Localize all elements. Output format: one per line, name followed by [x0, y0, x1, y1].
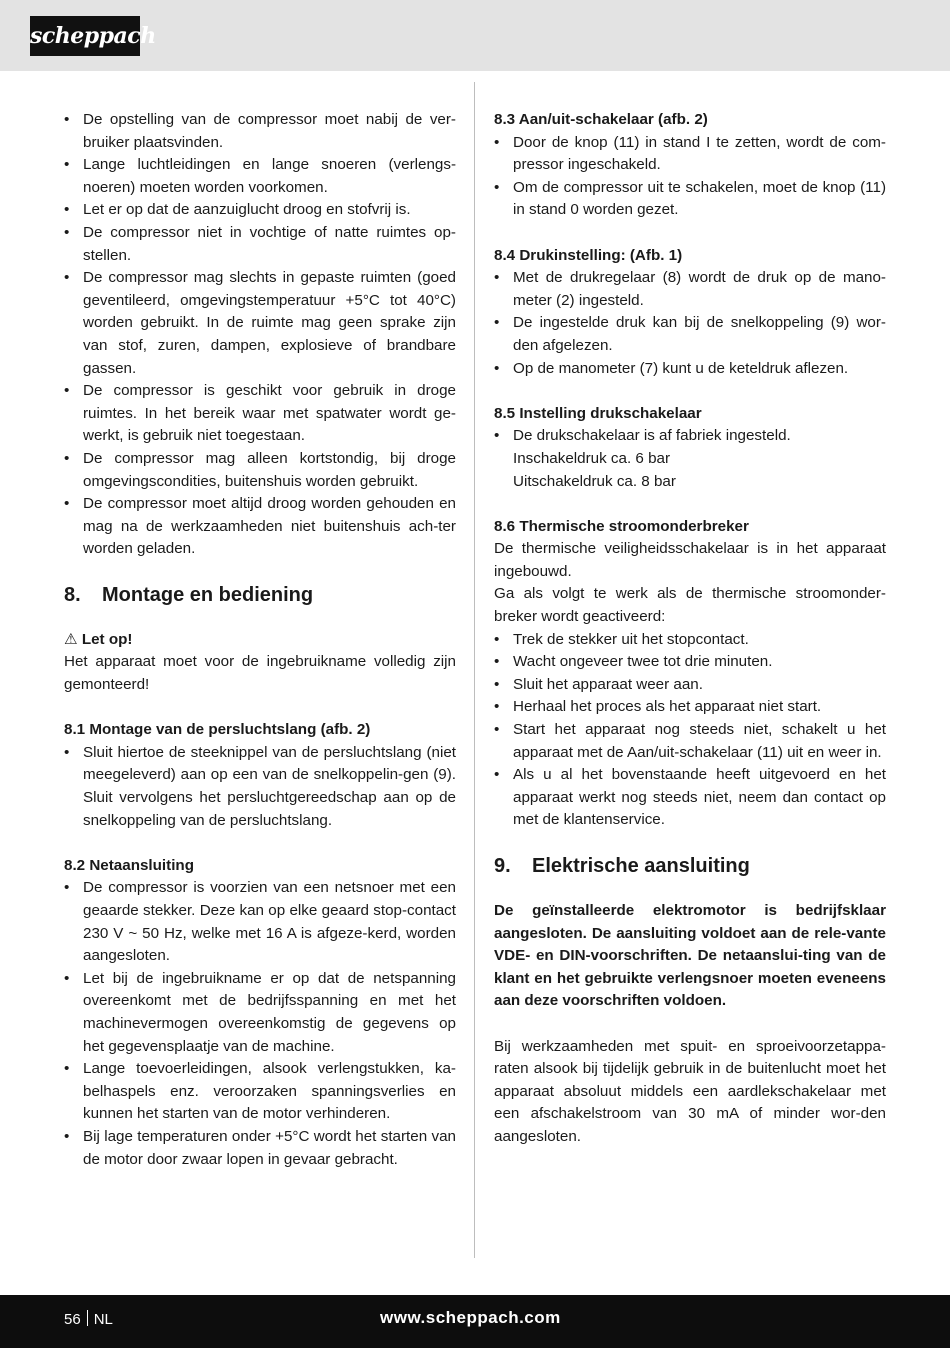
subsection-title: 8.6 Thermische stroomonderbreker [494, 517, 749, 535]
bold-paragraph: De geïnstalleerde elektromotor is bedrijfsklaar aangesloten. De aansluiting voldoet aan de rele-vante VDE- en DIN-voorschriften. De netaanslui-ting van de klant en het gebruikte verlengsnoer moeten eveneens aan deze voorschriften voldoen. [494, 902, 886, 1010]
page-number-block [64, 1310, 113, 1329]
list-item: • Met de drukregelaar (8) wordt de druk op de mano-meter (2) ingesteld. [494, 267, 886, 312]
subsection-title: 8.2 Netaansluiting [64, 856, 194, 874]
website-link[interactable]: www.scheppach.com [380, 1308, 561, 1327]
list-item: • Op de manometer (7) kunt u de keteldruk aflezen. [494, 358, 886, 381]
column-divider [474, 82, 475, 1258]
list-item: • Om de compressor uit te schakelen, moet de knop (11) in stand 0 worden gezet. [494, 177, 886, 222]
list-item: • Start het apparaat nog steeds niet, schakelt u het apparaat met de Aan/uit-schakelaar (11) uit en weer in. [494, 719, 886, 764]
list-item: • Lange toevoerleidingen, alsook verlengstukken, ka-belhaspels enz. veroorzaken spanningsverlies en kunnen het starten van de motor verhinderen. [64, 1058, 456, 1126]
list-item: • Let bij de ingebruikname er op dat de netspanning overeenkomt met de bedrijfsspanning en met het machinevermogen overeenkomstig de gegevens op het gegevensplaatje van de machine. [64, 968, 456, 1058]
list-item: • De compressor is voorzien van een netsnoer met een geaarde stekker. Deze kan op elke geaard stop-contact 230 V ~ 50 Hz, welke met 16 A is afgeze-kerd, worden aangesloten. [64, 877, 456, 967]
page-number: 56 [64, 1311, 81, 1328]
paragraph: Ga als volgt te werk als de thermische stroomonder-breker wordt geactiveerd: [494, 585, 886, 626]
list-item: • Wacht ongeveer twee tot drie minuten. [494, 651, 886, 674]
subsection-title: 8.1 Montage van de persluchtslang (afb. 2) [64, 721, 371, 739]
paragraph: Bij werkzaamheden met spuit- en sproeivoorzetappa-raten alsook bij tijdelijk gebruik in de buitenlucht moet het apparaat absoluut middels een aardlekschakelaar met een afschakelstroom van 30 mA of minder wor-den aangesloten. [494, 1037, 886, 1145]
warning-title: ⚠ Let op! [64, 630, 133, 648]
section-number: 9. [494, 855, 511, 877]
list-item: • De compressor niet in vochtige of natte ruimtes op-stellen. [64, 222, 456, 267]
separator [87, 1310, 88, 1326]
list-item: • De drukschakelaar is af fabriek ingesteld. [494, 425, 886, 448]
list-item: • Als u al het bovenstaande heeft uitgevoerd en het apparaat werkt nog steeds niet, neem dan contact op met de klantenservice. [494, 764, 886, 832]
section-number: 8. [64, 583, 81, 606]
list-item: • De opstelling van de compressor moet nabij de ver-bruiker plaatsvinden. [64, 109, 456, 154]
subsection-title: 8.3 Aan/uit-schakelaar (afb. 2) [494, 111, 708, 128]
page-header [0, 0, 950, 71]
list-item: • De compressor mag alleen kortstondig, bij droge omgevingscondities, buitenshuis worden gebruikt. [64, 448, 456, 493]
warning-text: Het apparaat moet voor de ingebruikname volledig zijn gemonteerd! [64, 653, 456, 694]
subsection-title: 8.4 Drukinstelling: (Afb. 1) [494, 246, 683, 264]
list-item: • Bij lage temperaturen onder +5°C wordt het starten van de motor door zwaar lopen in gevaar gebracht. [64, 1126, 456, 1171]
list-item: • Sluit hiertoe de steeknippel van de persluchtslang (niet meegeleverd) aan op een van de snelkoppelin-gen (9). Sluit vervolgens het persluchtgereedschap aan op de snelkoppeling van de persluchtslang. [64, 742, 456, 832]
list-item: • Let er op dat de aanzuiglucht droog en stofvrij is. [64, 199, 456, 222]
section-title: Montage en bediening [102, 583, 314, 606]
scheppach-logo: scheppach [30, 16, 140, 56]
subsection-title: 8.5 Instelling drukschakelaar [494, 404, 702, 422]
section-8-heading [64, 584, 456, 606]
page-footer [0, 1295, 950, 1348]
left-column [64, 109, 456, 1171]
list-item: • De compressor moet altijd droog worden gehouden en mag na de werkzaamheden niet buitenshuis ach-ter worden geladen. [64, 493, 456, 561]
list-item: • Trek de stekker uit het stopcontact. [494, 629, 886, 652]
list-item: • De ingestelde druk kan bij de snelkoppeling (9) wor-den afgelezen. [494, 312, 886, 357]
list-item: • De compressor is geschikt voor gebruik in droge ruimtes. In het bereik waar met spatwater wordt ge-werkt, is gebruik niet toegestaan. [64, 380, 456, 448]
language-code: NL [93, 1311, 113, 1328]
list-item: • Door de knop (11) in stand I te zetten, wordt de com-pressor ingeschakeld. [494, 132, 886, 177]
list-item: • De compressor mag slechts in gepaste ruimten (goed geventileerd, omgevingstemperatuur +5°C tot 40°C) worden gebruikt. In de ruimte mag geen sprake zijn van stof, zuren, dampen, explosieve of brandbare gassen. [64, 267, 456, 380]
paragraph: De thermische veiligheidsschakelaar is in het apparaat ingebouwd. [494, 540, 886, 580]
list-item: • Herhaal het proces als het apparaat niet start. [494, 696, 886, 719]
right-column [494, 109, 886, 1149]
pressure-off-value: Uitschakeldruk ca. 8 bar [513, 472, 676, 490]
section-9-heading [494, 855, 886, 877]
list-item: • Sluit het apparaat weer aan. [494, 674, 886, 697]
pressure-on-value: Inschakeldruk ca. 6 bar [513, 449, 671, 467]
section-title: Elektrische aansluiting [532, 855, 750, 877]
list-item: • Lange luchtleidingen en lange snoeren (verlengs-noeren) moeten worden voorkomen. [64, 154, 456, 199]
